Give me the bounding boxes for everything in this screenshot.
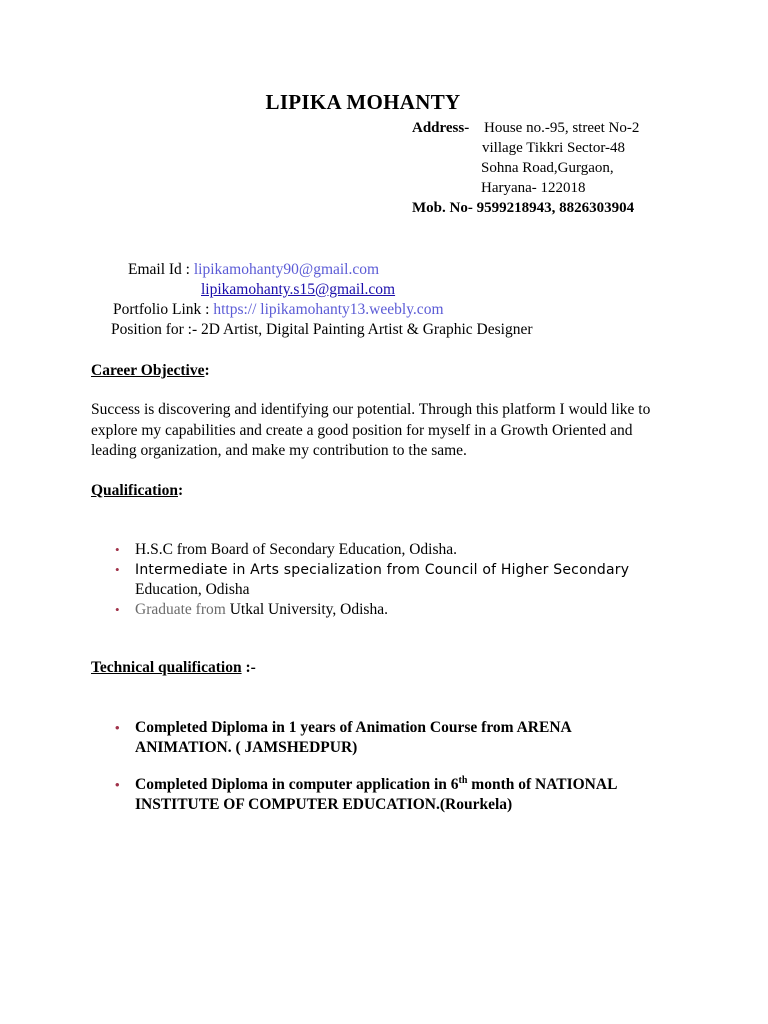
address-line-3: Sohna Road,Gurgaon, — [481, 160, 614, 176]
email-label: Email Id : — [128, 261, 194, 278]
qualification-title: Qualification — [91, 482, 178, 499]
technical-qualification-heading — [91, 659, 256, 677]
address-label: Address- — [412, 120, 470, 136]
candidate-name: LIPIKA MOHANTY — [265, 90, 461, 114]
address-line-2: village Tikkri Sector-48 — [482, 140, 626, 156]
technical-qualification-title: Technical qualification — [91, 659, 242, 676]
position-line: Position for :- 2D Artist, Digital Painting Artist & Graphic Designer — [111, 321, 533, 338]
career-objective-title: Career Objective — [91, 362, 205, 379]
list-item — [111, 560, 671, 600]
career-objective-colon: : — [204, 362, 210, 379]
career-objective-text: Success is discovering and identifying our potential. Through this platform I would like to explore my capabilities and create a good position for myself in a Growth Oriented and leading organization, and make my contribution to the same. — [91, 401, 651, 459]
bullet-icon: • — [115, 542, 120, 557]
technical-item-1-line1: Completed Diploma in 1 years of Animation Course from ARENA — [135, 719, 572, 736]
email-link-2[interactable]: lipikamohanty.s15@gmail.com — [201, 281, 396, 298]
list-item — [111, 540, 671, 560]
list-item — [111, 600, 671, 620]
qualification-heading — [91, 482, 183, 500]
technical-item-2-part2: month of NATIONAL — [467, 776, 618, 793]
portfolio-row — [113, 301, 444, 319]
qualification-item-intermediate-cont: Education, Odisha — [135, 581, 250, 598]
qualification-item-graduate-prefix: Graduate from — [135, 600, 226, 618]
bullet-icon: • — [115, 777, 120, 792]
email-row — [128, 261, 379, 279]
portfolio-label: Portfolio Link : — [113, 301, 214, 318]
technical-qualification-list — [111, 718, 691, 832]
career-objective-heading — [91, 362, 210, 380]
list-item — [111, 718, 691, 757]
portfolio-link[interactable]: https:// lipikamohanty13.weebly.com — [213, 301, 444, 318]
qualification-list — [111, 540, 671, 619]
email-link-1[interactable]: lipikamohanty90@gmail.com — [193, 261, 380, 278]
qualification-colon: : — [177, 482, 184, 499]
bullet-icon: • — [115, 561, 120, 577]
technical-item-2-superscript: th — [458, 774, 468, 786]
bullet-icon: • — [115, 720, 120, 735]
list-item — [111, 775, 691, 814]
technical-qualification-suffix: :- — [241, 659, 256, 676]
technical-item-2-part1: Completed Diploma in computer application in 6 — [135, 776, 459, 793]
email-row-2 — [201, 281, 395, 299]
bullet-icon: • — [115, 601, 120, 617]
qualification-item-hsc: H.S.C from Board of Secondary Education, Odisha. — [135, 541, 457, 558]
technical-item-2-line2: INSTITUTE OF COMPUTER EDUCATION.(Rourkela) — [135, 795, 513, 813]
mobile-number: Mob. No- 9599218943, 8826303904 — [412, 200, 635, 216]
address-line-4: Haryana- 122018 — [481, 180, 586, 196]
technical-item-1-line2: ANIMATION. ( JAMSHEDPUR) — [135, 738, 358, 756]
qualification-item-intermediate: Intermediate in Arts specialization from Council of Higher Secondary — [135, 561, 630, 578]
address-line-1: House no.-95, street No-2 — [484, 120, 640, 136]
qualification-item-graduate: Utkal University, Odisha. — [225, 600, 388, 618]
